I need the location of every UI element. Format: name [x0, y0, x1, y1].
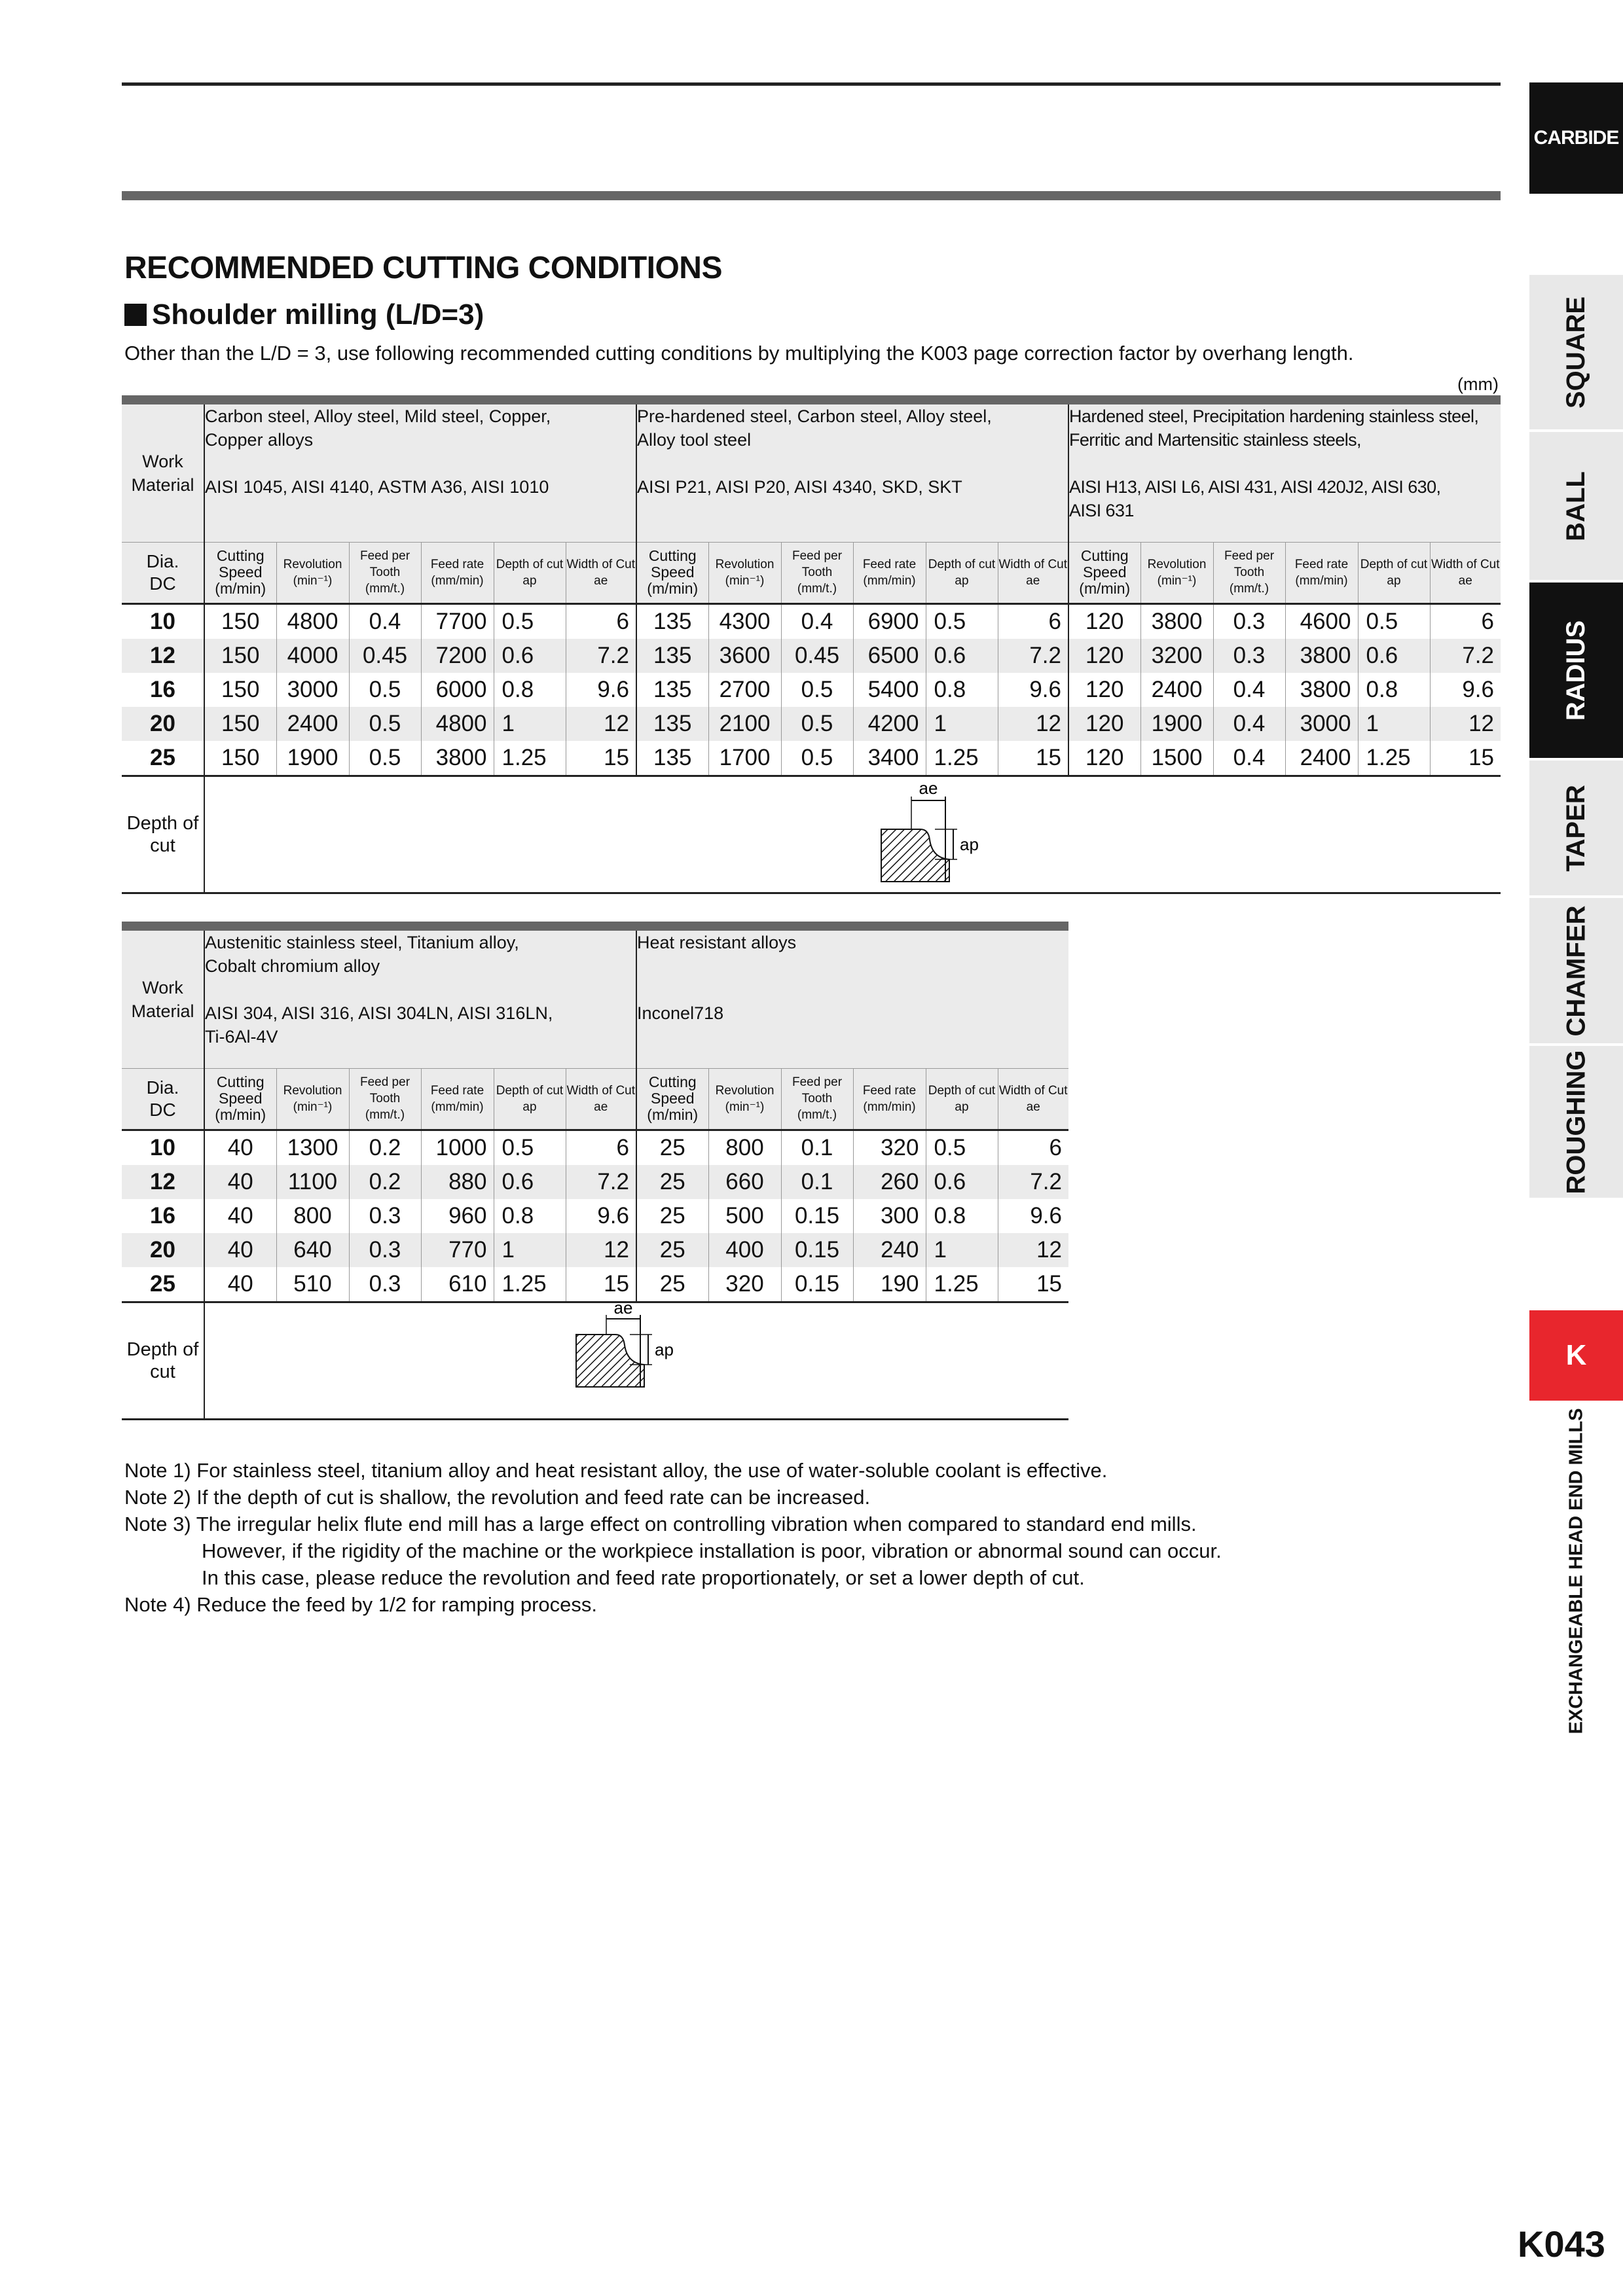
data-cell: 1000	[421, 1130, 494, 1165]
cutting-speed-header: Cutting Speed (m/min)	[636, 1068, 708, 1130]
data-cell: 0.8	[926, 1199, 998, 1233]
ap-label: ap	[655, 1339, 674, 1359]
data-cell: 0.45	[349, 639, 421, 673]
data-cell: 0.5	[349, 673, 421, 707]
data-cell: 2100	[708, 707, 781, 741]
data-cell: 0.5	[926, 1130, 998, 1165]
data-cell: 3800	[421, 741, 494, 776]
data-cell: 4000	[276, 639, 349, 673]
data-cell: 40	[204, 1130, 276, 1165]
depth-of-cut-figure	[204, 1302, 1068, 1419]
work-material-label: Work Material	[122, 404, 204, 542]
data-cell: 0.5	[781, 673, 853, 707]
data-cell: 4200	[853, 707, 926, 741]
depth-of-cut-row	[122, 776, 1501, 893]
work-material-label: Work Material	[122, 931, 204, 1068]
data-cell: 1300	[276, 1130, 349, 1165]
data-cell: 135	[636, 741, 708, 776]
ap-label: ap	[960, 834, 979, 854]
feed-rate-header: Feed rate (mm/min)	[421, 542, 494, 603]
data-cell: 7700	[421, 603, 494, 639]
data-cell: 0.3	[1213, 603, 1285, 639]
data-cell: 7.2	[1430, 639, 1501, 673]
depth-of-cut-header: Depth of cut ap	[494, 1068, 566, 1130]
data-cell: 15	[1430, 741, 1501, 776]
page-number: K043	[1518, 2223, 1605, 2265]
data-cell: 660	[708, 1165, 781, 1199]
data-cell: 1	[494, 1233, 566, 1267]
data-cell: 2700	[708, 673, 781, 707]
data-cell: 0.5	[494, 1130, 566, 1165]
column-header-row	[122, 1068, 1068, 1130]
data-cell: 135	[636, 639, 708, 673]
dia-cell: 16	[122, 1199, 204, 1233]
data-cell: 1	[1358, 707, 1430, 741]
table-row	[122, 1165, 1068, 1199]
cutting-speed-header: Cutting Speed (m/min)	[1068, 542, 1140, 603]
work-material-row	[122, 931, 1068, 1068]
table-row	[122, 1267, 1068, 1302]
data-cell: 800	[276, 1199, 349, 1233]
tab-chamfer[interactable]: CHAMFER	[1529, 898, 1623, 1043]
data-cell: 6	[566, 1130, 636, 1165]
data-cell: 1900	[276, 741, 349, 776]
tab-taper[interactable]: TAPER	[1529, 761, 1623, 895]
data-cell: 25	[636, 1233, 708, 1267]
data-cell: 12	[566, 1233, 636, 1267]
data-cell: 1100	[276, 1165, 349, 1199]
data-cell: 0.1	[781, 1165, 853, 1199]
data-cell: 610	[421, 1267, 494, 1302]
data-cell: 25	[636, 1165, 708, 1199]
feed-per-tooth-header: Feed per Tooth (mm/t.)	[1213, 542, 1285, 603]
feed-per-tooth-header: Feed per Tooth (mm/t.)	[349, 1068, 421, 1130]
width-of-cut-header: Width of Cut ae	[1430, 542, 1501, 603]
revolution-header: Revolution (min⁻¹)	[1140, 542, 1213, 603]
section-title-text: Shoulder milling (L/D=3)	[152, 298, 484, 331]
data-cell: 0.8	[926, 673, 998, 707]
depth-of-cut-row	[122, 1302, 1068, 1419]
note-1: Note 1) For stainless steel, titanium alloy and heat resistant alloy, the use of water-soluble coolant is effective.	[124, 1459, 1108, 1482]
tab-roughing[interactable]: ROUGHING	[1529, 1046, 1623, 1198]
data-cell: 0.4	[1213, 741, 1285, 776]
data-cell: 0.5	[494, 603, 566, 639]
data-cell: 150	[204, 639, 276, 673]
data-cell: 6	[566, 603, 636, 639]
dia-label: Dia. DC	[122, 542, 204, 603]
data-cell: 3000	[1285, 707, 1358, 741]
material-group: Hardened steel, Precipitation hardening stainless steel, Ferritic and Martensitic stainless steels, AISI H13, AISI L6, AISI 431, AISI 420J2, AISI 630, AISI 631	[1068, 404, 1501, 542]
data-cell: 120	[1068, 639, 1140, 673]
revolution-header: Revolution (min⁻¹)	[708, 542, 781, 603]
cutting-speed-header: Cutting Speed (m/min)	[204, 1068, 276, 1130]
section-title	[124, 298, 484, 331]
data-cell: 0.8	[494, 673, 566, 707]
note-3: Note 3) The irregular helix flute end mill has a large effect on controlling vibration when compared to standard end mills.	[124, 1513, 1197, 1535]
cutting-speed-header: Cutting Speed (m/min)	[636, 542, 708, 603]
data-cell: 1.25	[494, 1267, 566, 1302]
dia-label: Dia. DC	[122, 1068, 204, 1130]
data-cell: 3800	[1285, 639, 1358, 673]
data-cell: 240	[853, 1233, 926, 1267]
data-cell: 25	[636, 1267, 708, 1302]
data-cell: 135	[636, 603, 708, 639]
data-cell: 1.25	[494, 741, 566, 776]
data-cell: 640	[276, 1233, 349, 1267]
data-cell: 190	[853, 1267, 926, 1302]
table-top-band	[122, 395, 1501, 404]
data-cell: 120	[1068, 603, 1140, 639]
data-cell: 135	[636, 673, 708, 707]
work-material-row	[122, 404, 1501, 542]
feed-per-tooth-header: Feed per Tooth (mm/t.)	[349, 542, 421, 603]
data-cell: 9.6	[1430, 673, 1501, 707]
data-cell: 9.6	[566, 673, 636, 707]
square-bullet-icon	[124, 304, 147, 326]
dia-cell: 20	[122, 1233, 204, 1267]
data-cell: 320	[708, 1267, 781, 1302]
note-2: Note 2) If the depth of cut is shallow, the revolution and feed rate can be increased.	[124, 1486, 871, 1509]
data-cell: 12	[1430, 707, 1501, 741]
data-cell: 0.2	[349, 1165, 421, 1199]
depth-of-cut-figure	[204, 776, 1501, 893]
table-row	[122, 1199, 1068, 1233]
dia-cell: 12	[122, 639, 204, 673]
table-row	[122, 639, 1501, 673]
feed-rate-header: Feed rate (mm/min)	[1285, 542, 1358, 603]
depth-of-cut-header: Depth of cut ap	[926, 1068, 998, 1130]
depth-of-cut-header: Depth of cut ap	[494, 542, 566, 603]
cutting-table-2	[122, 922, 1068, 1420]
data-cell: 6000	[421, 673, 494, 707]
column-header-row	[122, 542, 1501, 603]
cutting-speed-header: Cutting Speed (m/min)	[204, 542, 276, 603]
data-cell: 150	[204, 673, 276, 707]
data-cell: 0.5	[349, 741, 421, 776]
data-cell: 2400	[1140, 673, 1213, 707]
data-cell: 800	[708, 1130, 781, 1165]
depth-of-cut-label: Depth of cut	[122, 1302, 204, 1419]
table-row	[122, 741, 1501, 776]
table-row	[122, 1233, 1068, 1267]
data-cell: 9.6	[566, 1199, 636, 1233]
material-group: Carbon steel, Alloy steel, Mild steel, Copper, Copper alloys AISI 1045, AISI 4140, ASTM A36, AISI 1010	[204, 404, 636, 542]
revolution-header: Revolution (min⁻¹)	[276, 542, 349, 603]
data-cell: 1.25	[926, 741, 998, 776]
data-cell: 260	[853, 1165, 926, 1199]
data-cell: 5400	[853, 673, 926, 707]
data-cell: 0.6	[494, 639, 566, 673]
data-cell: 1500	[1140, 741, 1213, 776]
data-cell: 960	[421, 1199, 494, 1233]
data-cell: 7.2	[998, 1165, 1068, 1199]
dia-cell: 12	[122, 1165, 204, 1199]
revolution-header: Revolution (min⁻¹)	[276, 1068, 349, 1130]
data-cell: 12	[998, 1233, 1068, 1267]
data-cell: 0.15	[781, 1199, 853, 1233]
data-cell: 9.6	[998, 673, 1068, 707]
data-cell: 0.4	[1213, 707, 1285, 741]
data-cell: 40	[204, 1267, 276, 1302]
top-rule	[122, 82, 1501, 86]
data-cell: 770	[421, 1233, 494, 1267]
data-cell: 3800	[1285, 673, 1358, 707]
data-cell: 4800	[276, 603, 349, 639]
dia-cell: 25	[122, 741, 204, 776]
dia-cell: 25	[122, 1267, 204, 1302]
data-cell: 6	[1430, 603, 1501, 639]
data-cell: 0.5	[781, 741, 853, 776]
table-row	[122, 603, 1501, 639]
depth-of-cut-header: Depth of cut ap	[1358, 542, 1430, 603]
width-of-cut-header: Width of Cut ae	[566, 542, 636, 603]
tab-carbide[interactable]: CARBIDE	[1529, 82, 1623, 194]
data-cell: 1900	[1140, 707, 1213, 741]
data-cell: 320	[853, 1130, 926, 1165]
data-cell: 0.2	[349, 1130, 421, 1165]
data-cell: 15	[998, 741, 1068, 776]
data-cell: 4300	[708, 603, 781, 639]
header-band	[122, 191, 1501, 200]
data-cell: 1700	[708, 741, 781, 776]
dia-cell: 16	[122, 673, 204, 707]
data-cell: 0.5	[781, 707, 853, 741]
data-cell: 0.15	[781, 1233, 853, 1267]
data-cell: 40	[204, 1233, 276, 1267]
data-cell: 880	[421, 1165, 494, 1199]
tab-ball[interactable]: BALL	[1529, 432, 1623, 580]
data-cell: 0.6	[926, 1165, 998, 1199]
data-cell: 0.3	[1213, 639, 1285, 673]
table-row	[122, 673, 1501, 707]
feed-per-tooth-header: Feed per Tooth (mm/t.)	[781, 1068, 853, 1130]
feed-rate-header: Feed rate (mm/min)	[853, 542, 926, 603]
feed-rate-header: Feed rate (mm/min)	[421, 1068, 494, 1130]
data-cell: 0.1	[781, 1130, 853, 1165]
data-cell: 0.4	[1213, 673, 1285, 707]
depth-of-cut-label: Depth of cut	[122, 776, 204, 893]
table-top-band	[122, 922, 1068, 931]
data-cell: 6900	[853, 603, 926, 639]
data-cell: 135	[636, 707, 708, 741]
note-3-cont: In this case, please reduce the revolution and feed rate proportionately, or set a lower depth of cut.	[202, 1566, 1085, 1589]
data-cell: 120	[1068, 673, 1140, 707]
data-cell: 12	[566, 707, 636, 741]
data-cell: 1	[926, 1233, 998, 1267]
width-of-cut-header: Width of Cut ae	[566, 1068, 636, 1130]
data-cell: 0.3	[349, 1267, 421, 1302]
data-cell: 7.2	[566, 639, 636, 673]
data-cell: 3400	[853, 741, 926, 776]
data-cell: 120	[1068, 707, 1140, 741]
data-cell: 0.15	[781, 1267, 853, 1302]
data-cell: 0.8	[494, 1199, 566, 1233]
data-cell: 4600	[1285, 603, 1358, 639]
feed-rate-header: Feed rate (mm/min)	[853, 1068, 926, 1130]
data-cell: 0.5	[926, 603, 998, 639]
data-cell: 400	[708, 1233, 781, 1267]
material-group: Pre-hardened steel, Carbon steel, Alloy steel, Alloy tool steel AISI P21, AISI P20, AISI 4340, SKD, SKT	[636, 404, 1068, 542]
data-cell: 3600	[708, 639, 781, 673]
notes	[124, 1457, 1222, 1618]
data-cell: 0.3	[349, 1233, 421, 1267]
data-cell: 3200	[1140, 639, 1213, 673]
depth-of-cut-header: Depth of cut ap	[926, 542, 998, 603]
material-group: Heat resistant alloys Inconel718	[636, 931, 1068, 1068]
data-cell: 40	[204, 1165, 276, 1199]
material-group: Austenitic stainless steel, Titanium alloy, Cobalt chromium alloy AISI 304, AISI 316, AISI 304LN, AISI 316LN, Ti-6Al-4V	[204, 931, 636, 1068]
data-cell: 0.4	[781, 603, 853, 639]
data-cell: 0.6	[926, 639, 998, 673]
tab-radius[interactable]: RADIUS	[1529, 583, 1623, 758]
data-cell: 0.5	[1358, 603, 1430, 639]
data-cell: 0.5	[349, 707, 421, 741]
data-cell: 1.25	[1358, 741, 1430, 776]
data-cell: 1	[494, 707, 566, 741]
data-cell: 12	[998, 707, 1068, 741]
data-cell: 15	[566, 1267, 636, 1302]
data-cell: 120	[1068, 741, 1140, 776]
data-cell: 3000	[276, 673, 349, 707]
data-cell: 0.6	[1358, 639, 1430, 673]
ae-label: ae	[613, 1302, 633, 1318]
data-cell: 7.2	[566, 1165, 636, 1199]
dia-cell: 20	[122, 707, 204, 741]
ae-label: ae	[919, 778, 938, 798]
tab-square[interactable]: SQUARE	[1529, 275, 1623, 429]
data-cell: 15	[566, 741, 636, 776]
dia-cell: 10	[122, 603, 204, 639]
data-cell: 7200	[421, 639, 494, 673]
intro-text: Other than the L/D = 3, use following recommended cutting conditions by multiplying the K003 page correction factor by overhang length.	[124, 342, 1354, 365]
data-cell: 25	[636, 1130, 708, 1165]
note-3-cont: However, if the rigidity of the machine or the workpiece installation is poor, vibration or abnormal sound can occur.	[202, 1539, 1222, 1562]
data-cell: 1	[926, 707, 998, 741]
data-cell: 3800	[1140, 603, 1213, 639]
data-cell: 0.4	[349, 603, 421, 639]
dia-cell: 10	[122, 1130, 204, 1165]
data-cell: 25	[636, 1199, 708, 1233]
data-cell: 6	[998, 1130, 1068, 1165]
table-row	[122, 1130, 1068, 1165]
data-cell: 300	[853, 1199, 926, 1233]
data-cell: 7.2	[998, 639, 1068, 673]
exchangeable-head-label: EXCHANGEABLE HEAD END MILLS	[1565, 1408, 1587, 1734]
width-of-cut-header: Width of Cut ae	[998, 1068, 1068, 1130]
data-cell: 0.6	[494, 1165, 566, 1199]
page-title: RECOMMENDED CUTTING CONDITIONS	[124, 251, 722, 285]
width-of-cut-header: Width of Cut ae	[998, 542, 1068, 603]
unit-label: (mm)	[1457, 374, 1499, 394]
data-cell: 2400	[1285, 741, 1358, 776]
data-cell: 0.3	[349, 1199, 421, 1233]
data-cell: 2400	[276, 707, 349, 741]
feed-per-tooth-header: Feed per Tooth (mm/t.)	[781, 542, 853, 603]
data-cell: 9.6	[998, 1199, 1068, 1233]
data-cell: 500	[708, 1199, 781, 1233]
data-cell: 6500	[853, 639, 926, 673]
note-4: Note 4) Reduce the feed by 1/2 for ramping process.	[124, 1593, 598, 1616]
data-cell: 0.8	[1358, 673, 1430, 707]
data-cell: 0.45	[781, 639, 853, 673]
data-cell: 150	[204, 707, 276, 741]
data-cell: 510	[276, 1267, 349, 1302]
cutting-table-1	[122, 395, 1501, 894]
data-cell: 4800	[421, 707, 494, 741]
data-cell: 40	[204, 1199, 276, 1233]
data-cell: 150	[204, 741, 276, 776]
tab-k[interactable]: K	[1529, 1310, 1623, 1401]
table-row	[122, 707, 1501, 741]
data-cell: 6	[998, 603, 1068, 639]
data-cell: 1.25	[926, 1267, 998, 1302]
data-cell: 15	[998, 1267, 1068, 1302]
data-cell: 150	[204, 603, 276, 639]
revolution-header: Revolution (min⁻¹)	[708, 1068, 781, 1130]
